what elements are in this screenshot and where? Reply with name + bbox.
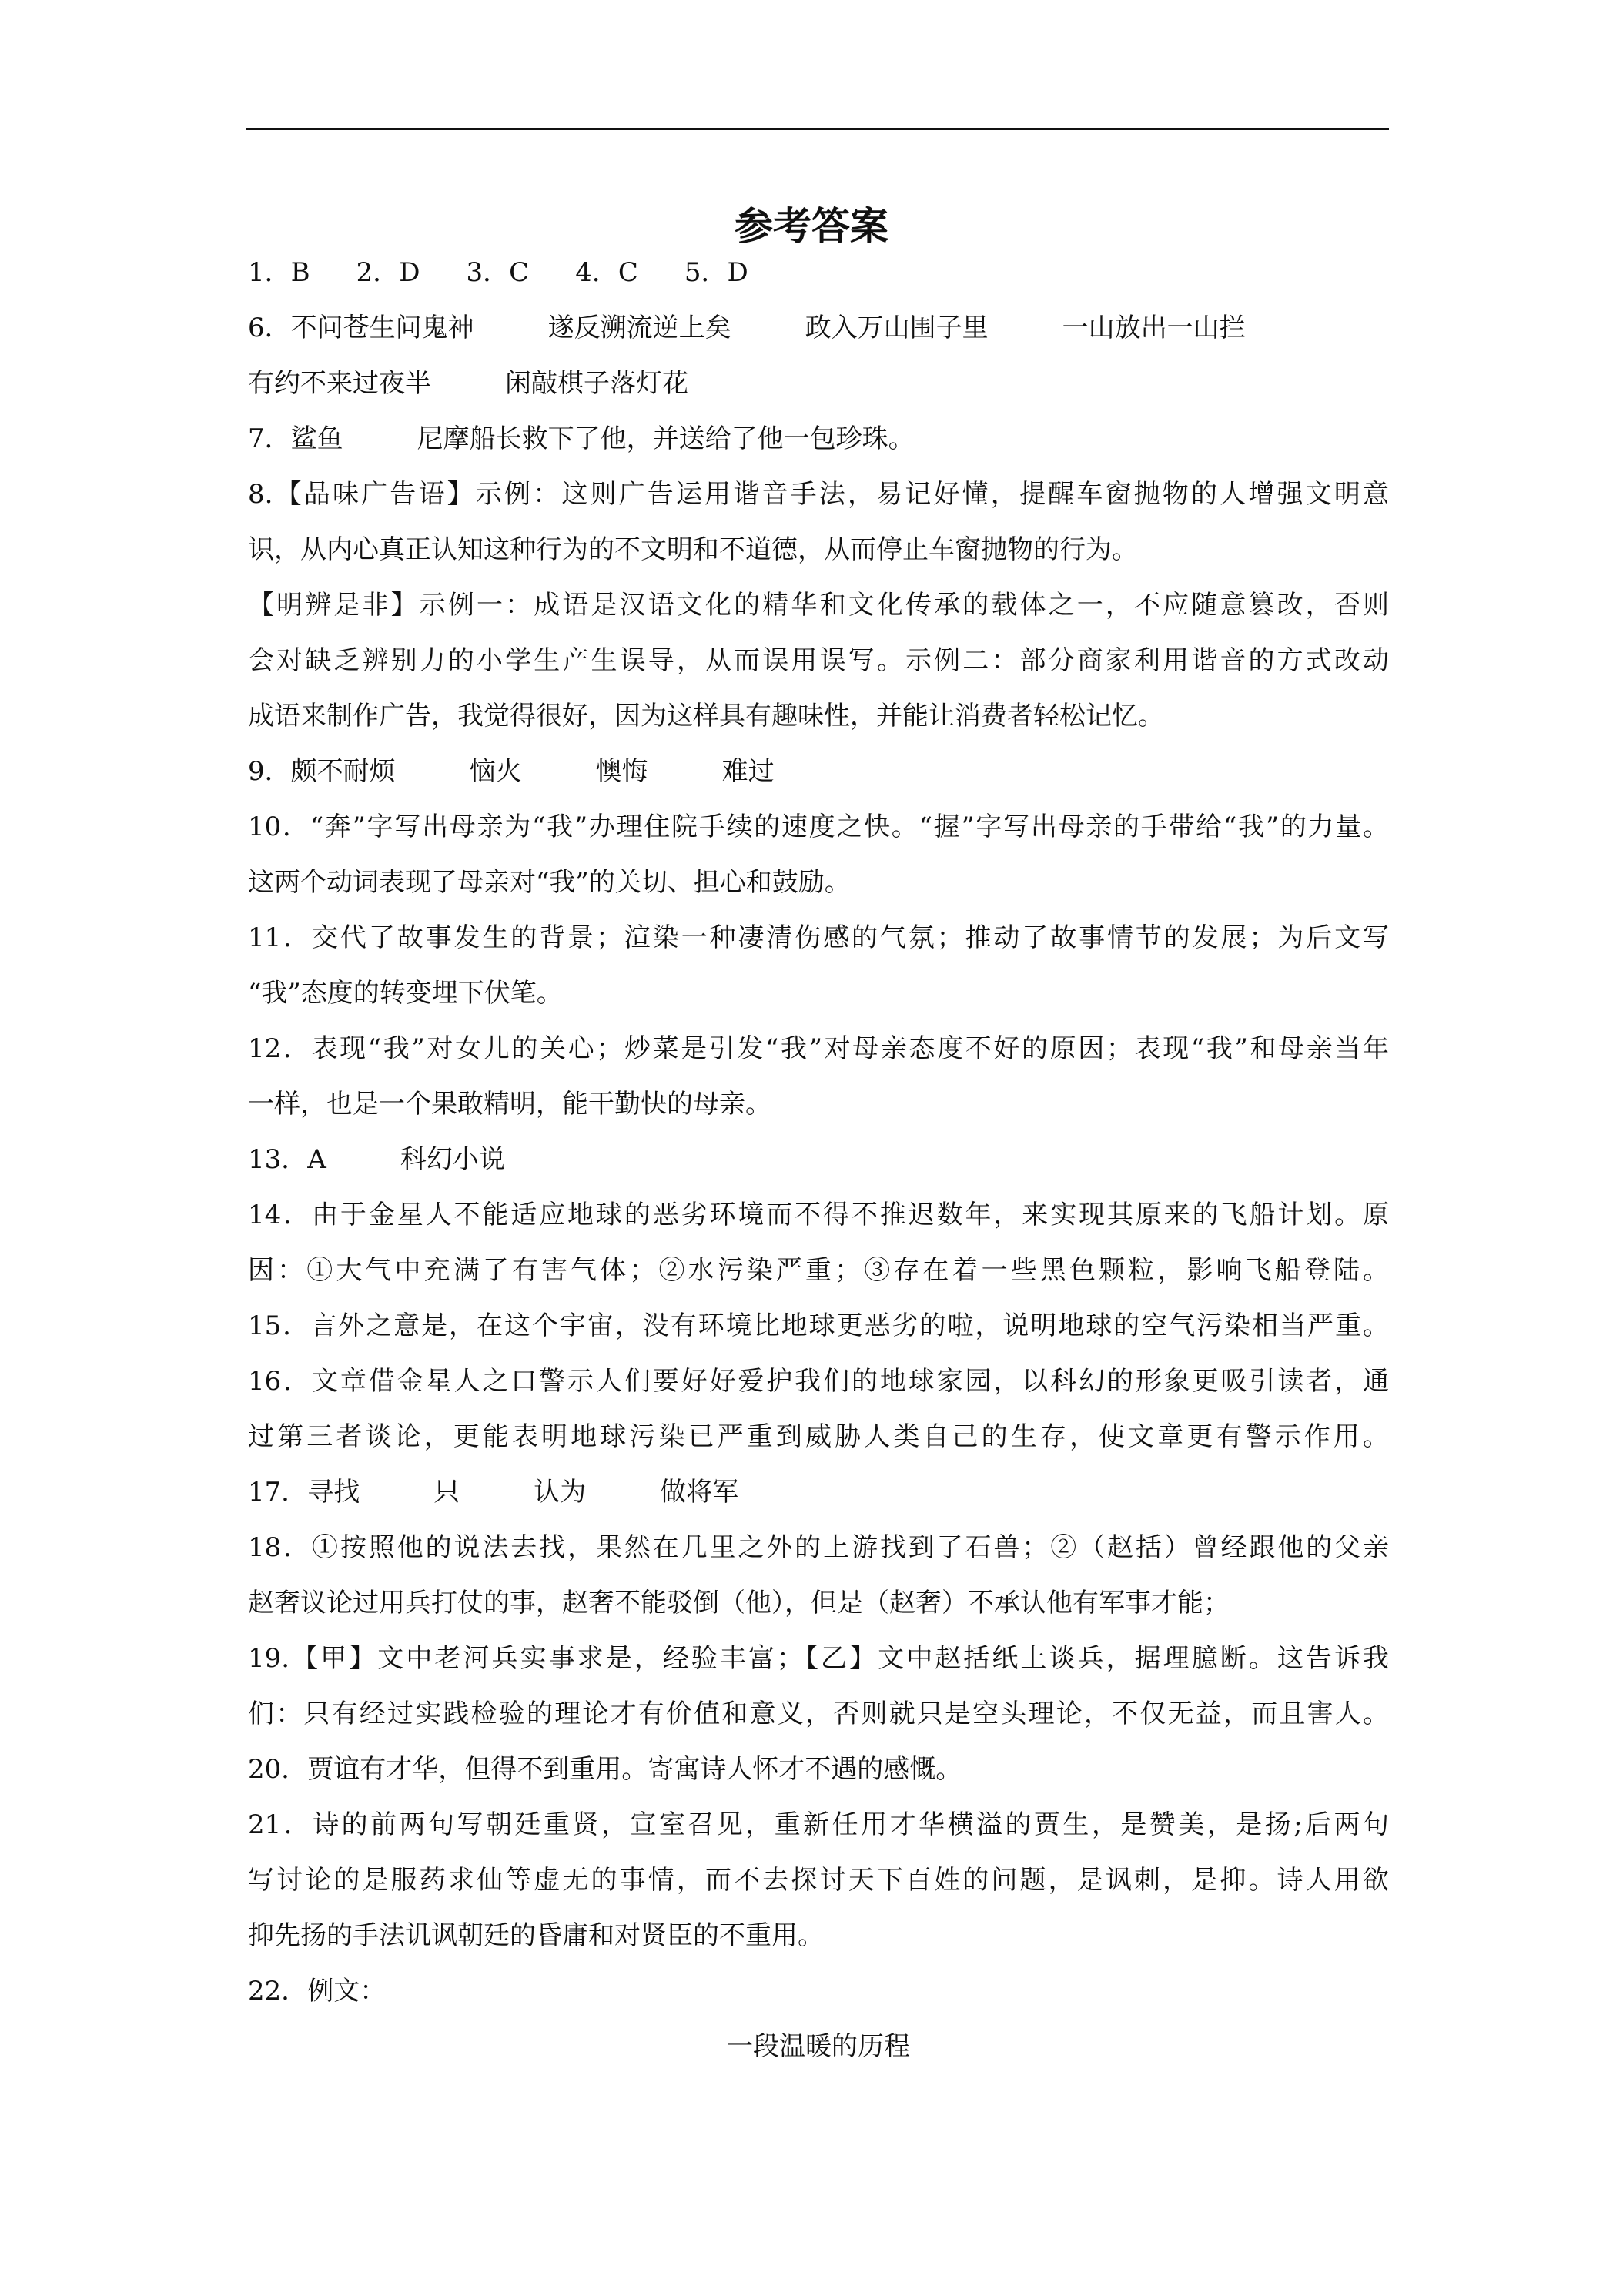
answer-line-9 bbox=[248, 744, 1389, 799]
answer-list bbox=[248, 245, 1389, 2074]
answer-line-19: 19.【甲】文中老河兵实事求是，经验丰富；【乙】文中赵括纸上谈兵，据理臆断。这告诉我 bbox=[248, 1643, 1389, 1674]
answer-item: 3．C bbox=[466, 257, 530, 288]
answer-item: 4．C bbox=[575, 257, 638, 288]
answer-line-16: 16．文章借金星人之口警示人们要好好爱护我们的地球家园，以科幻的形象更吸引读者，通 bbox=[248, 1366, 1389, 1397]
answer-item: 一山放出一山拦 bbox=[1062, 313, 1246, 343]
answer-item: 5．D bbox=[684, 257, 748, 288]
answer-line-12: 12．表现“我”对女儿的关心；炒菜是引发“我”对母亲态度不好的原因；表现“我”和母亲当年 bbox=[248, 1033, 1389, 1064]
answer-item: 17．寻找 bbox=[248, 1477, 360, 1508]
answer-item: 有约不来过夜半 bbox=[248, 368, 431, 399]
answer-item: 6．不问苍生问鬼神 bbox=[248, 313, 474, 343]
answer-item: 科幻小说 bbox=[400, 1144, 505, 1175]
answer-item: 做将军 bbox=[660, 1477, 739, 1508]
answer-line-21: 21．诗的前两句写朝廷重贤，宣室召见，重新任用才华横溢的贾生，是赞美，是扬;后两句 bbox=[248, 1809, 1389, 1840]
page-title: 参考答案 bbox=[735, 204, 888, 249]
answer-line-8: 8.【品味广告语】示例：这则广告运用谐音手法，易记好懂，提醒车窗抛物的人增强文明意 bbox=[248, 479, 1389, 510]
answer-line-17 bbox=[248, 1464, 1389, 1520]
answer-line-12: 一样，也是一个果敢精明，能干勤快的母亲。 bbox=[248, 1089, 771, 1120]
answer-item: 恼火 bbox=[469, 756, 522, 787]
answer-line-16: 过第三者谈论，更能表明地球污染已严重到威胁人类自己的生存，使文章更有警示作用。 bbox=[248, 1421, 1389, 1452]
answer-item: 遂反溯流逆上矣 bbox=[547, 313, 731, 343]
answer-line-6 bbox=[248, 300, 1389, 356]
essay-title: 一段温暖的历程 bbox=[727, 2031, 910, 2062]
answer-line-8: 识，从内心真正认知这种行为的不文明和不道德，从而停止车窗抛物的行为。 bbox=[248, 534, 1138, 565]
answer-line-8: 【明辨是非】示例一：成语是汉语文化的精华和文化传承的载体之一，不应随意篡改，否则 bbox=[248, 590, 1389, 621]
answer-line-8: 成语来制作广告，我觉得很好，因为这样具有趣味性，并能让消费者轻松记忆。 bbox=[248, 701, 1164, 731]
answer-item: 7．鲨鱼 bbox=[248, 423, 343, 454]
answer-item: 只 bbox=[433, 1477, 460, 1508]
answer-item: 1．B bbox=[248, 257, 310, 288]
answer-line-7 bbox=[248, 411, 1389, 467]
answer-line-11: “我”态度的转变埋下伏笔。 bbox=[248, 978, 563, 1009]
answer-line-14: 因：①大气中充满了有害气体；②水污染严重；③存在着一些黑色颗粒，影响飞船登陆。 bbox=[248, 1255, 1389, 1286]
answer-line-6b bbox=[248, 356, 1389, 411]
answer-line-1-5 bbox=[248, 245, 1389, 300]
answer-line-13 bbox=[248, 1132, 1389, 1187]
answer-item: 9．颇不耐烦 bbox=[248, 756, 396, 787]
answer-line-21: 写讨论的是服药求仙等虚无的事情，而不去探讨天下百姓的问题，是讽刺，是抑。诗人用欲 bbox=[248, 1865, 1389, 1896]
answer-item: 政入万山围子里 bbox=[805, 313, 989, 343]
answer-line-18: 赵奢议论过用兵打仗的事，赵奢不能驳倒（他），但是（赵奢）不承认他有军事才能； bbox=[248, 1588, 1230, 1618]
answer-line-21: 抑先扬的手法讥讽朝廷的昏庸和对贤臣的不重用。 bbox=[248, 1920, 824, 1951]
answer-line-19: 们：只有经过实践检验的理论才有价值和意义，否则就只是空头理论，不仅无益，而且害人。 bbox=[248, 1699, 1389, 1729]
answer-line-22: 22．例文： bbox=[248, 1976, 387, 2006]
answer-item: 难过 bbox=[721, 756, 775, 787]
answer-line-10: 10．“奔”字写出母亲为“我”办理住院手续的速度之快。“握”字写出母亲的手带给“我”的力量。 bbox=[248, 812, 1389, 842]
answer-line-20: 20．贾谊有才华，但得不到重用。寄寓诗人怀才不遇的感慨。 bbox=[248, 1754, 962, 1785]
answer-line-18: 18．①按照他的说法去找，果然在几里之外的上游找到了石兽；②（赵括）曾经跟他的父亲 bbox=[248, 1532, 1389, 1563]
answer-item: 认为 bbox=[534, 1477, 587, 1508]
answer-line-15: 15．言外之意是，在这个宇宙，没有环境比地球更恶劣的啦，说明地球的空气污染相当严重。 bbox=[248, 1310, 1389, 1341]
answer-line-10: 这两个动词表现了母亲对“我”的关切、担心和鼓励。 bbox=[248, 867, 851, 898]
answer-item: 闲敲棋子落灯花 bbox=[505, 368, 688, 399]
answer-line-14: 14．由于金星人不能适应地球的恶劣环境而不得不推迟数年，来实现其原来的飞船计划。原 bbox=[248, 1200, 1389, 1230]
answer-item: 2．D bbox=[356, 257, 420, 288]
answer-item: 懊悔 bbox=[595, 756, 648, 787]
answer-item: 13．A bbox=[248, 1144, 326, 1175]
answer-line-8: 会对缺乏辨别力的小学生产生误导，从而误用误写。示例二：部分商家利用谐音的方式改动 bbox=[248, 645, 1389, 676]
answer-line-11: 11．交代了故事发生的背景；渲染一种凄清伤感的气氛；推动了故事情节的发展；为后文写 bbox=[248, 922, 1389, 953]
header-rule bbox=[246, 128, 1389, 130]
answer-item: 尼摩船长救下了他，并送给了他一包珍珠。 bbox=[417, 423, 915, 454]
